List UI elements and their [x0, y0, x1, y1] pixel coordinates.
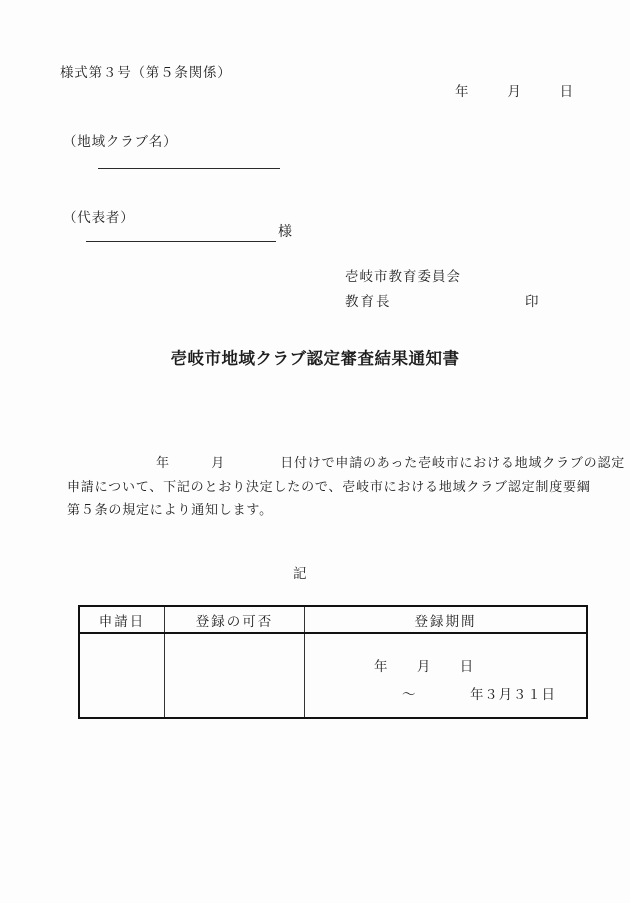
club-name-label: （地域クラブ名） [63, 134, 178, 149]
representative-underline [86, 222, 276, 242]
document-title: 壱岐市地域クラブ認定審査結果通知書 [170, 349, 460, 368]
table-header-row [80, 607, 586, 634]
period-end-date: 年３月３１日 [470, 687, 556, 702]
representative-label: （代表者） [63, 210, 135, 225]
seal-placeholder: 印 [525, 294, 540, 309]
cell-registration-period [305, 634, 586, 717]
representative-line-row [86, 222, 293, 242]
header-cell-registration-approval: 登録の可否 [165, 607, 305, 632]
cell-application-date [80, 634, 165, 717]
body-paragraph-line-1: 年 月 日付けで申請のあった壱岐市における地域クラブの認定 [156, 455, 626, 470]
cell-registration-approval [165, 634, 305, 717]
note-marker: 記 [293, 566, 308, 581]
club-name-underline [98, 150, 280, 169]
header-cell-registration-period: 登録期間 [414, 613, 477, 629]
header-cell-application-date: 申請日 [80, 607, 165, 632]
results-table [78, 605, 588, 719]
year-label: 年 [455, 84, 470, 99]
issuer-title: 教育長 [345, 294, 392, 309]
month-label: 月 [507, 84, 522, 99]
honorific-label: 様 [278, 225, 293, 240]
period-tilde: ～ [402, 687, 417, 702]
issuer-organization: 壱岐市教育委員会 [345, 269, 461, 284]
period-date-line: 年 月 日 [374, 659, 475, 674]
table-body-row [80, 634, 586, 717]
body-paragraph-line-3: 第５条の規定により通知します。 [67, 502, 273, 517]
day-label: 日 [559, 84, 574, 99]
issue-date-line [455, 80, 574, 100]
form-number: 様式第３号（第５条関係） [60, 65, 232, 80]
body-paragraph-line-2: 申請について、下記のとおり決定したので、壱岐市における地域クラブ認定制度要綱 [67, 479, 591, 494]
